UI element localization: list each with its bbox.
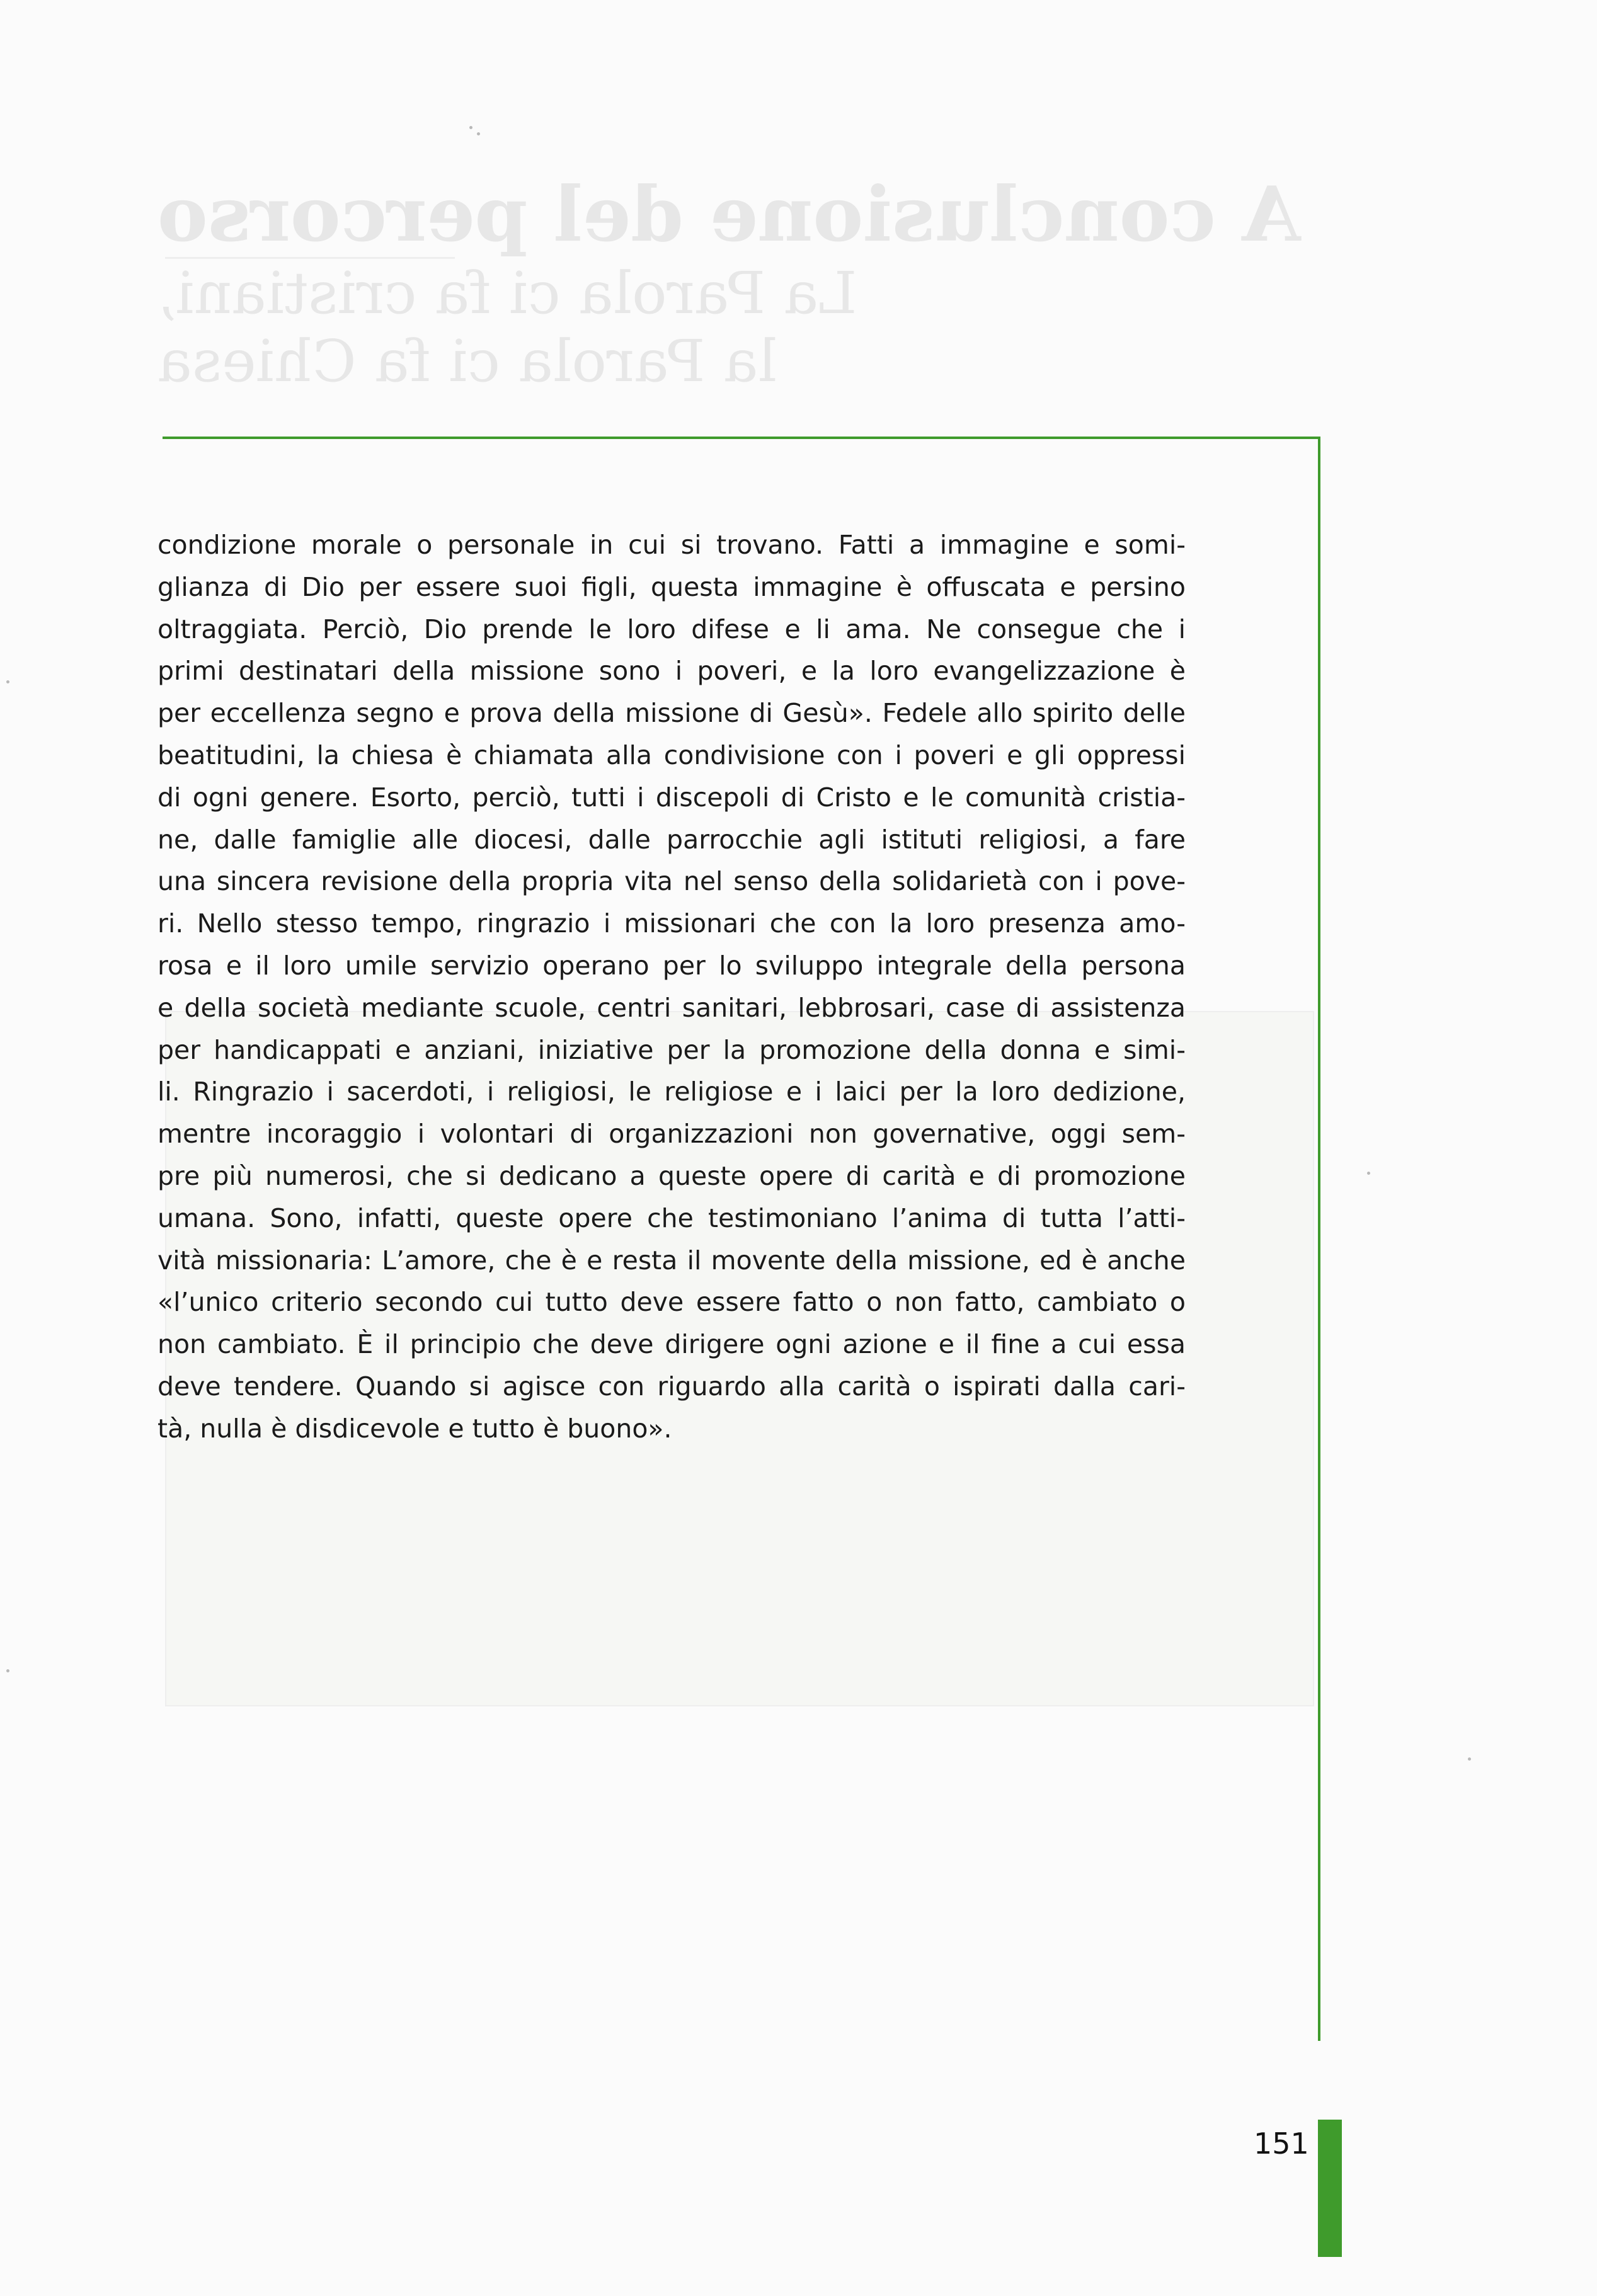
paper-speck [6, 680, 9, 683]
body-line: rosa e il loro umile servizio operano per lo sviluppo integrale della persona [157, 950, 1186, 981]
bleed-through-heading [157, 170, 1310, 396]
body-line: per eccellenza segno e prova della missione di Gesù». Fedele allo spirito delle [157, 698, 1186, 729]
green-top-rule [163, 437, 1320, 439]
body-line: per handicappati e anziani, iniziative per la promozione della donna e simi- [157, 1034, 1186, 1065]
body-paragraph [157, 524, 1186, 1450]
body-line: li. Ringrazio i sacerdoti, i religiosi, le religiose e i laici per la loro dedizione, [157, 1077, 1186, 1107]
body-line: non cambiato. È il principio che deve dirigere ogni azione e il fine a cui essa [157, 1329, 1186, 1360]
bleed-through-title: A conclusione del percorso [157, 170, 1301, 259]
paper-speck [1468, 1757, 1471, 1761]
body-line: deve tendere. Quando si agisce con riguardo alla carità o ispirati dalla cari- [157, 1371, 1186, 1402]
body-line: pre più numerosi, che si dedicano a queste opere di carità e di promozione [157, 1160, 1186, 1191]
body-line: ne, dalle famiglie alle diocesi, dalle parrocchie agli istituti religiosi, a fare [157, 824, 1186, 855]
paper-speck [477, 132, 480, 135]
bleed-through-subtitle-1: La Parola ci fa cristiani, [157, 259, 857, 327]
body-line: glianza di Dio per essere suoi figli, questa immagine è offuscata e persino [157, 571, 1186, 602]
body-line: una sincera revisione della propria vita nel senso della solidarietà con i pove- [157, 866, 1186, 897]
paper-speck [1367, 1172, 1370, 1175]
body-line: di ogni genere. Esorto, perciò, tutti i discepoli di Cristo e le comunità cristia- [157, 782, 1186, 813]
green-right-rule [1318, 437, 1320, 2041]
body-line: beatitudini, la chiesa è chiamata alla condivisione con i poveri e gli oppressi [157, 740, 1186, 770]
bleed-through-subtitle-2: la Parola ci fa Chiesa [157, 328, 777, 396]
body-line: mentre incoraggio i volontari di organizzazioni non governative, oggi sem- [157, 1119, 1186, 1150]
page-edge-tab [1318, 2120, 1342, 2257]
paper-speck [469, 126, 472, 129]
paper-speck [6, 1669, 9, 1672]
body-line: vità missionaria: L’amore, che è e resta il movente della missione, ed è anche [157, 1245, 1186, 1276]
body-line: condizione morale o personale in cui si trovano. Fatti a immagine e somi- [157, 530, 1186, 560]
body-line: e della società mediante scuole, centri sanitari, lebbrosari, case di assistenza [157, 992, 1186, 1023]
body-line: «l’unico criterio secondo cui tutto deve essere fatto o non fatto, cambiato o [157, 1287, 1186, 1318]
body-line: oltraggiata. Perciò, Dio prende le loro difese e li ama. Ne consegue che i [157, 614, 1186, 644]
body-line: ri. Nello stesso tempo, ringrazio i missionari che con la loro presenza amo- [157, 908, 1186, 939]
body-line: umana. Sono, infatti, queste opere che testimoniano l’anima di tutta l’atti- [157, 1202, 1186, 1233]
body-line: tà, nulla è disdicevole e tutto è buono». [157, 1413, 672, 1444]
page-number: 151 [1254, 2127, 1309, 2161]
body-line: primi destinatari della missione sono i poveri, e la loro evangelizzazione è [157, 656, 1186, 687]
